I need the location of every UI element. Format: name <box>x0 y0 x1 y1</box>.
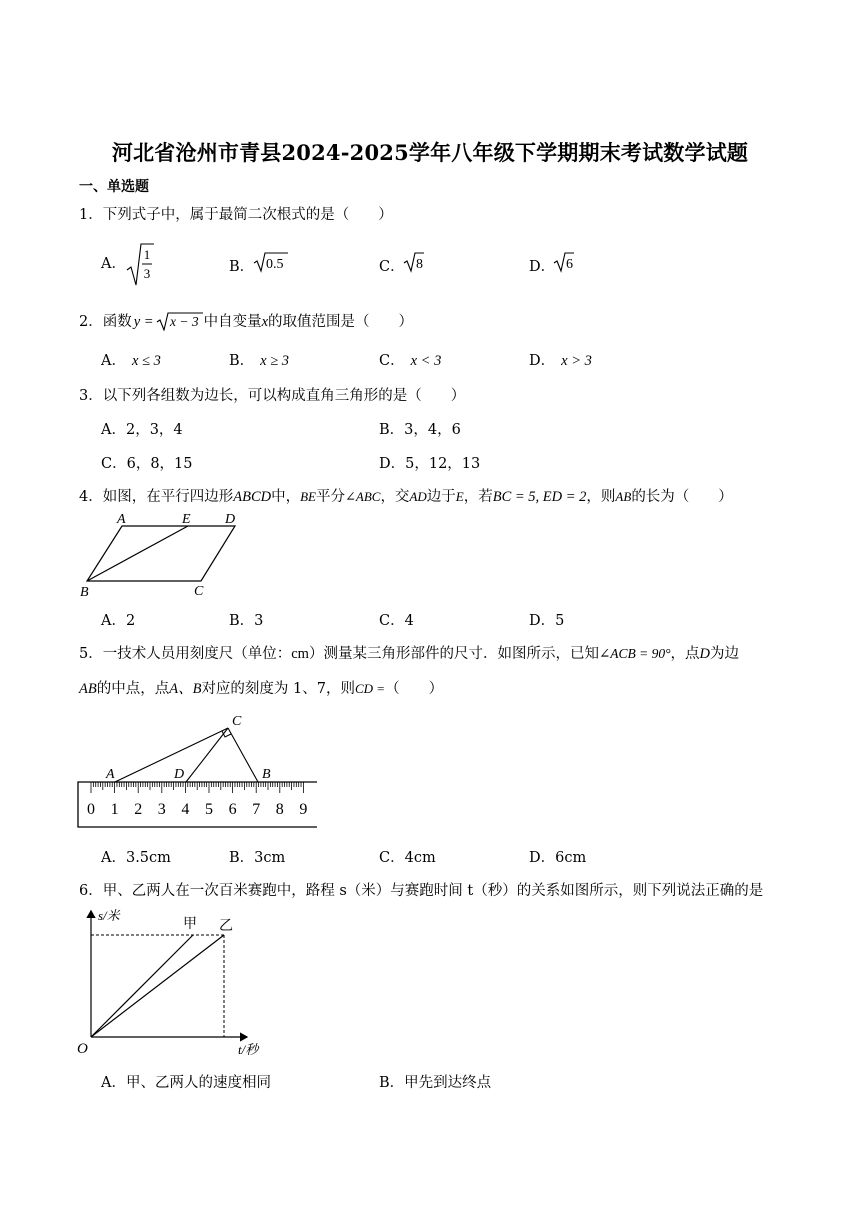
q4-angle: ∠ABC <box>344 489 381 504</box>
q6-line-yi <box>91 935 224 1037</box>
q5-option-a: A．3.5cm <box>101 850 171 866</box>
q1-a-numerator: 1 <box>143 247 151 262</box>
q5-label-d: D <box>174 767 185 782</box>
q3-option-d: D．5，12，13 <box>379 456 481 472</box>
q1-option-c-radical <box>403 251 425 273</box>
q2-variable: x <box>261 314 269 330</box>
q5-angle: ∠ACB = 90° <box>598 646 671 661</box>
q4-stem-part: ，则 <box>586 489 616 505</box>
q5-ruler-number: 0 <box>87 801 95 818</box>
q1-option-a-radical <box>125 242 155 288</box>
q3-option-c: C．6，8，15 <box>101 456 193 472</box>
q1-d-radicand: 6 <box>566 257 573 272</box>
q1-option-a-label: A． <box>101 256 126 272</box>
q5-cd: CD = <box>355 681 386 696</box>
q4-label-d: D <box>225 512 236 527</box>
q2-a-value: x ≤ 3 <box>131 353 161 369</box>
q4-ab: AB <box>615 489 632 504</box>
q2-c-label: C． <box>379 353 405 369</box>
q2-option-d <box>529 349 592 370</box>
q6-x-axis-label: t/秒 <box>238 1042 259 1057</box>
q5-stem-part: 5．一技术人员用刻度尺（单位： <box>79 646 292 662</box>
q4-stem-part: ，若 <box>463 489 493 505</box>
q4-stem-part: 边于 <box>426 489 456 505</box>
question-6-stem: 6．甲、乙两人在一次百米赛跑中，路程 s（米）与赛跑时间 t（秒）的关系如图所示，则下列说法正确的是 <box>79 883 764 899</box>
q2-option-b <box>229 349 289 370</box>
q1-c-radicand: 8 <box>416 257 423 272</box>
q4-be: BE <box>300 489 316 504</box>
q5-ruler-numbers <box>87 801 307 818</box>
q2-b-value: x ≥ 3 <box>260 353 290 369</box>
q5-option-b: B．3cm <box>229 850 286 866</box>
q5-stem-part: ，点 <box>670 646 700 662</box>
q2-radicand: x − 3 <box>169 314 199 329</box>
q2-b-label: B． <box>229 353 255 369</box>
q1-a-denominator: 3 <box>143 266 151 281</box>
q2-radical <box>156 311 204 331</box>
q5-label-b: B <box>262 767 271 782</box>
q3-option-a: A．2，3，4 <box>101 422 183 438</box>
q4-option-a: A．2 <box>101 613 136 629</box>
q4-stem-part: ，交 <box>380 489 410 505</box>
q5-ruler-number: 4 <box>181 801 190 818</box>
q2-option-c <box>379 349 441 370</box>
q6-label-jia: 甲 <box>183 917 197 932</box>
q2-d-label: D． <box>529 353 556 369</box>
q5-segment-cd <box>186 728 228 782</box>
q4-parallelogram <box>87 526 235 581</box>
q2-stem-post: 的取值范围是（ ） <box>268 314 414 330</box>
q5-stem-part: 为边 <box>710 646 740 662</box>
question-2-stem <box>79 310 413 331</box>
q4-ad: AD <box>409 489 427 504</box>
q5-ruler-number: 5 <box>205 801 213 818</box>
q5-segment-ac <box>115 728 228 782</box>
q4-option-b: B．3 <box>229 613 264 629</box>
q4-abcd: ABCD <box>233 489 272 505</box>
q5-option-d: D．6cm <box>529 850 587 866</box>
q5-stem-part: 对应的刻度为 1、7，则 <box>201 681 355 697</box>
q5-option-c: C．4cm <box>379 850 436 866</box>
q4-stem-part: 中， <box>271 489 301 505</box>
q5-points-ab: A、B <box>169 681 202 697</box>
q4-label-c: C <box>194 584 204 599</box>
q5-ruler-number: 8 <box>275 801 284 818</box>
q5-segment-cb <box>228 728 258 782</box>
q5-ruler-ticks <box>91 782 303 793</box>
question-5-line-2 <box>79 677 443 698</box>
section-heading: 一、单选题 <box>79 179 149 195</box>
q5-label-a: A <box>106 767 115 782</box>
q6-distance-time-graph <box>75 903 275 1058</box>
q5-ruler-number: 2 <box>134 801 143 818</box>
q2-stem-mid: 中自变量 <box>203 314 262 330</box>
q2-stem-pre: 2．函数 <box>79 314 132 330</box>
q4-option-c: C．4 <box>379 613 414 629</box>
q4-stem-part: 的长为（ ） <box>631 489 733 505</box>
q4-option-d: D．5 <box>529 613 565 629</box>
q4-label-a: A <box>117 512 126 527</box>
q5-ruler-figure <box>75 710 325 832</box>
q4-condition: BC = 5, ED = 2 <box>492 489 587 505</box>
q5-stem-part: （ ） <box>385 681 444 697</box>
q5-stem-part: ）测量某三角形部件的尺寸．如图所示，已知 <box>308 646 599 662</box>
q5-ruler-number: 9 <box>299 801 308 818</box>
question-3-stem: 3．以下列各组数为边长，可以构成直角三角形的是（ ） <box>79 388 466 404</box>
q4-e: E <box>455 489 464 504</box>
q5-point-d: D <box>699 646 711 662</box>
q6-option-a: A．甲、乙两人的速度相同 <box>101 1075 271 1091</box>
q4-segment-be <box>87 526 188 581</box>
q2-a-label: A． <box>101 353 126 369</box>
page-title: 河北省沧州市青县2024-2025学年八年级下学期期末考试数学试题 <box>111 140 749 165</box>
q1-option-d-label: D． <box>529 259 556 275</box>
q5-ruler-number: 6 <box>228 801 237 818</box>
q2-d-value: x > 3 <box>561 353 592 369</box>
q5-ruler-number: 7 <box>252 801 261 818</box>
q2-c-value: x < 3 <box>410 353 442 369</box>
q6-label-yi: 乙 <box>219 919 233 934</box>
q1-option-d-radical <box>553 251 575 273</box>
q1-option-b-label: B． <box>229 259 255 275</box>
q1-option-c-label: C． <box>379 259 405 275</box>
q5-ab: AB <box>79 681 97 697</box>
q4-stem-part: 4．如图，在平行四边形 <box>79 489 234 505</box>
q4-parallelogram-figure <box>75 508 250 600</box>
q4-stem-part: 平分 <box>315 489 345 505</box>
q4-label-b: B <box>80 585 89 600</box>
q2-func-lhs: y = <box>133 314 154 330</box>
q3-option-b: B．3，4，6 <box>379 422 461 438</box>
q6-origin-label: O <box>77 1041 88 1057</box>
question-4-stem <box>79 485 733 506</box>
q1-option-b-radical <box>253 251 289 273</box>
q4-label-e: E <box>182 512 191 527</box>
q5-unit: cm <box>291 646 309 662</box>
q5-ruler-number: 1 <box>110 801 119 818</box>
q2-option-a <box>101 349 161 370</box>
q6-option-b: B．甲先到达终点 <box>379 1075 492 1091</box>
q5-stem-part: 的中点，点 <box>96 681 170 697</box>
question-1-stem: 1．下列式子中，属于最简二次根式的是（ ） <box>79 207 393 223</box>
q5-ruler-number: 3 <box>157 801 166 818</box>
question-5-line-1 <box>79 642 739 663</box>
q1-b-radicand: 0.5 <box>266 257 284 272</box>
q6-y-axis-label: s/米 <box>98 908 120 923</box>
q6-line-jia <box>91 935 193 1037</box>
q5-label-c: C <box>232 714 242 729</box>
